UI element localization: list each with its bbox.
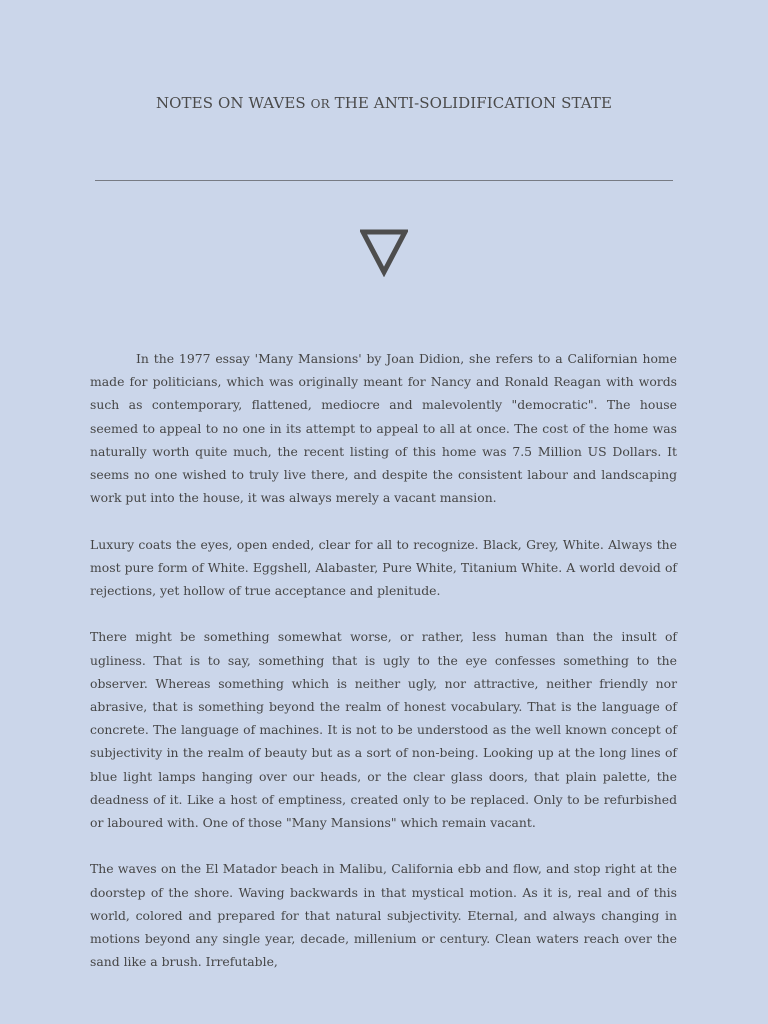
- paragraph-1: In the 1977 essay 'Many Mansions' by Joan Didion, she refers to a Californian home made for politicians, which was originally meant for Nancy and Ronald Reagan with words such as contemporary, flattened, mediocre and malevolently "democratic". The house seemed to appeal to no one in its attempt to appeal to all at once. The cost of the home was naturally worth quite much, the recent listing of this home was 7.5 Million US Dollars. It seems no one wished to truly live there, and despite the consistent labour and landscaping work put into the house, it was always merely a vacant mansion.: [90, 351, 677, 506]
- title-part-2: THE ANTI-SOLIDIFICATION STATE: [334, 94, 613, 112]
- divider-rule: [95, 180, 673, 181]
- document-title: [0, 93, 768, 114]
- paragraph-3: There might be something somewhat worse, or rather, less human than the insult of ugliness. That is to say, something that is ugly to the eye confesses something to the observer. Whereas something which is neither ugly, nor attractive, neither friendly nor abrasive, that is something beyond the realm of honest vocabulary. That is the language of concrete. The language of machines. It is not to be understood as the well known concept of subjectivity in the realm of beauty but as a sort of non-being. Looking up at the long lines of blue light lamps hanging over our heads, or the clear glass doors, that plain palette, the deadness of it. Like a host of emptiness, created only to be replaced. Only to be refurbished or laboured with. One of those "Many Mansions" which remain vacant.: [90, 629, 677, 831]
- paragraph-2: Luxury coats the eyes, open ended, clear for all to recognize. Black, Grey, White. Always the most pure form of White. Eggshell, Alabaster, Pure White, Titanium White. A world devoid of rejections, yet hollow of true acceptance and plenitude.: [90, 536, 677, 599]
- essay-body: [90, 347, 677, 997]
- title-connector: OR: [310, 97, 330, 111]
- paragraph-4: The waves on the El Matador beach in Malibu, California ebb and flow, and stop right at the doorstep of the shore. Waving backwards in that mystical motion. As it is, real and of this world, colored and prepared for that natural subjectivity. Eternal, and always changing in motions beyond any single year, decade, millenium or century. Clean waters reach over the sand like a brush. Irrefutable,: [90, 861, 677, 970]
- down-triangle-icon: [360, 229, 408, 277]
- title-part-1: NOTES ON WAVES: [155, 94, 306, 112]
